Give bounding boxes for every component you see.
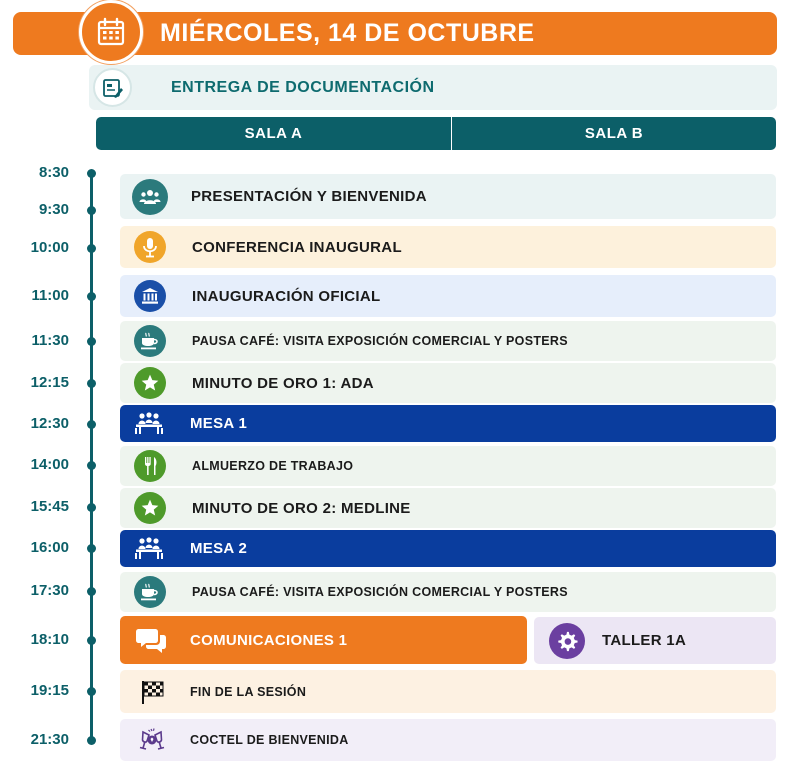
day-title: MIÉRCOLES, 14 DE OCTUBRE: [160, 19, 535, 47]
timeline-dot: [87, 503, 96, 512]
calendar-badge: [79, 0, 143, 64]
session-label: PAUSA CAFÉ: VISITA EXPOSICIÓN COMERCIAL Y POSTERS: [192, 585, 568, 599]
gear-icon: [556, 630, 578, 652]
timeline-dot: [87, 169, 96, 178]
checkered-flag-icon: [139, 679, 165, 705]
session-coffee-break-1[interactable]: [120, 321, 776, 361]
session-working-lunch[interactable]: [120, 446, 776, 486]
session-golden-minute-1[interactable]: [120, 363, 776, 403]
session-label: MINUTO DE ORO 2: MEDLINE: [192, 499, 411, 517]
session-official-opening[interactable]: [120, 275, 776, 317]
timeline-dot: [87, 587, 96, 596]
session-end[interactable]: [120, 670, 776, 713]
session-label: PAUSA CAFÉ: VISITA EXPOSICIÓN COMERCIAL Y POSTERS: [192, 334, 568, 348]
speech-bubbles-icon-badge: [134, 623, 168, 657]
time-label: 12:30: [30, 415, 69, 432]
coffee-icon: [139, 582, 161, 602]
time-label: 11:00: [31, 287, 69, 304]
time-label: 8:30: [38, 164, 69, 181]
star-icon-badge: [134, 367, 166, 399]
time-label: 14:00: [30, 456, 69, 473]
group-icon: [138, 185, 162, 209]
star-icon: [140, 498, 160, 518]
session-welcome-cocktail[interactable]: [120, 719, 776, 761]
timeline-dot: [87, 736, 96, 745]
time-label: 21:30: [30, 731, 69, 748]
time-label: 17:30: [30, 582, 69, 599]
cutlery-icon-badge: [134, 450, 166, 482]
documentation-icon-badge: [93, 68, 132, 107]
meeting-table-icon: [134, 411, 164, 437]
coffee-icon-badge: [134, 576, 166, 608]
timeline-dot: [87, 292, 96, 301]
session-panel-1[interactable]: [120, 405, 776, 442]
session-panel-2[interactable]: [120, 530, 776, 567]
room-b-header: SALA B: [452, 117, 776, 150]
timeline-line: [90, 170, 93, 742]
calendar-icon: [96, 17, 126, 47]
session-inaugural-conference[interactable]: [120, 226, 776, 268]
coffee-icon-badge: [134, 325, 166, 357]
timeline-dot: [87, 379, 96, 388]
institution-icon: [140, 286, 160, 306]
time-label: 9:30: [38, 201, 69, 218]
timeline-dot: [87, 636, 96, 645]
timeline-dot: [87, 420, 96, 429]
session-workshop-1a[interactable]: [534, 617, 776, 664]
time-label: 10:00: [30, 239, 69, 256]
session-label: MESA 1: [190, 415, 248, 432]
timeline-dot: [87, 687, 96, 696]
gear-icon-badge: [549, 623, 585, 659]
group-icon-badge: [132, 179, 168, 215]
session-label: ALMUERZO DE TRABAJO: [192, 459, 354, 473]
star-icon: [140, 373, 160, 393]
toast-glasses-icon: [138, 726, 166, 754]
time-label: 11:30: [31, 332, 69, 349]
session-coffee-break-2[interactable]: [120, 572, 776, 612]
time-label: 18:10: [30, 631, 69, 648]
meeting-table-icon-badge: [133, 408, 165, 440]
room-a-header: SALA A: [96, 117, 451, 150]
meeting-table-icon: [134, 536, 164, 562]
meeting-table-icon-badge: [133, 533, 165, 565]
session-label: CONFERENCIA INAUGURAL: [192, 238, 402, 256]
time-label: 12:15: [30, 374, 69, 391]
timeline-dot: [87, 544, 96, 553]
toast-glasses-icon-badge: [137, 725, 167, 755]
coffee-icon: [139, 331, 161, 351]
session-label: MINUTO DE ORO 1: ADA: [192, 374, 374, 392]
document-edit-icon: [101, 76, 125, 100]
timeline-dot: [87, 244, 96, 253]
timeline-dot: [87, 206, 96, 215]
session-label: TALLER 1A: [602, 632, 687, 649]
microphone-icon: [140, 236, 160, 258]
session-label: PRESENTACIÓN Y BIENVENIDA: [191, 188, 427, 205]
session-label: FIN DE LA SESIÓN: [190, 684, 307, 699]
timeline-dot: [87, 461, 96, 470]
institution-icon-badge: [134, 280, 166, 312]
microphone-icon-badge: [134, 231, 166, 263]
time-label: 16:00: [30, 539, 69, 556]
session-label: COMUNICACIONES 1: [190, 631, 348, 649]
timeline-dot: [87, 337, 96, 346]
session-label: COCTEL DE BIENVENIDA: [190, 733, 349, 747]
session-label: MESA 2: [190, 540, 248, 557]
session-label: INAUGURACIÓN OFICIAL: [192, 287, 381, 305]
cutlery-icon: [140, 455, 160, 477]
documentation-label: ENTREGA DE DOCUMENTACIÓN: [171, 79, 435, 96]
time-label: 15:45: [30, 498, 69, 515]
speech-bubbles-icon: [135, 625, 167, 655]
session-communications-1[interactable]: [120, 616, 527, 664]
time-label: 19:15: [30, 682, 69, 699]
session-presentation[interactable]: [120, 174, 776, 219]
session-golden-minute-2[interactable]: [120, 488, 776, 528]
checkered-flag-icon-badge: [137, 677, 167, 707]
star-icon-badge: [134, 492, 166, 524]
